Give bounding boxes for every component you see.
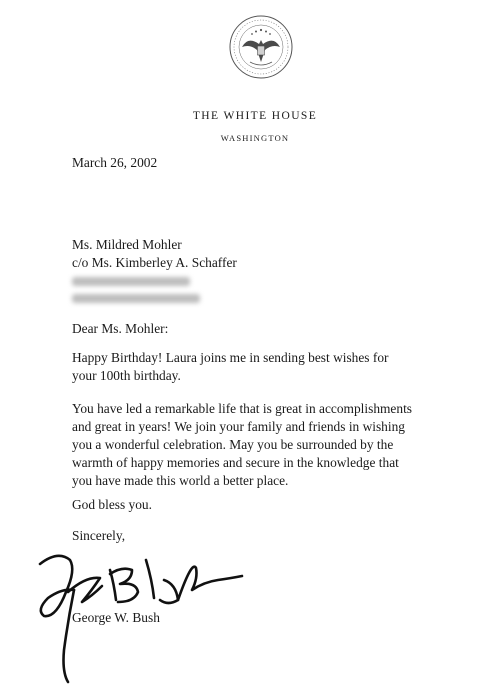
paragraph-1-line: Happy Birthday! Laura joins me in sending best wishes for bbox=[72, 350, 389, 365]
redacted-street-address bbox=[72, 277, 190, 286]
signer-name: George W. Bush bbox=[72, 610, 160, 625]
closing: Sincerely, bbox=[72, 528, 126, 543]
letter-date: March 26, 2002 bbox=[72, 155, 158, 170]
salutation: Dear Ms. Mohler: bbox=[72, 321, 169, 336]
paragraph-2-line: and great in years! We join your family and friends in wishing bbox=[72, 419, 405, 434]
presidential-seal-icon bbox=[228, 14, 294, 80]
letterhead-title: THE WHITE HOUSE bbox=[192, 110, 318, 122]
paragraph-2-line: you a wonderful celebration. May you be surrounded by the bbox=[72, 437, 394, 452]
letterhead-subtitle: WASHINGTON bbox=[220, 133, 290, 143]
redacted-city-address bbox=[72, 294, 200, 303]
paragraph-2-line: warmth of happy memories and secure in the knowledge that bbox=[72, 455, 399, 470]
recipient-name: Ms. Mildred Mohler bbox=[72, 237, 182, 252]
handwritten-signature bbox=[28, 540, 268, 690]
paragraph-2-line: you have made this world a better place. bbox=[72, 473, 289, 488]
recipient-care-of: c/o Ms. Kimberley A. Schaffer bbox=[72, 255, 237, 270]
paragraph-2-line: You have led a remarkable life that is great in accomplishments bbox=[72, 401, 412, 416]
blessing: God bless you. bbox=[72, 497, 152, 512]
paragraph-1-line: your 100th birthday. bbox=[72, 368, 181, 383]
